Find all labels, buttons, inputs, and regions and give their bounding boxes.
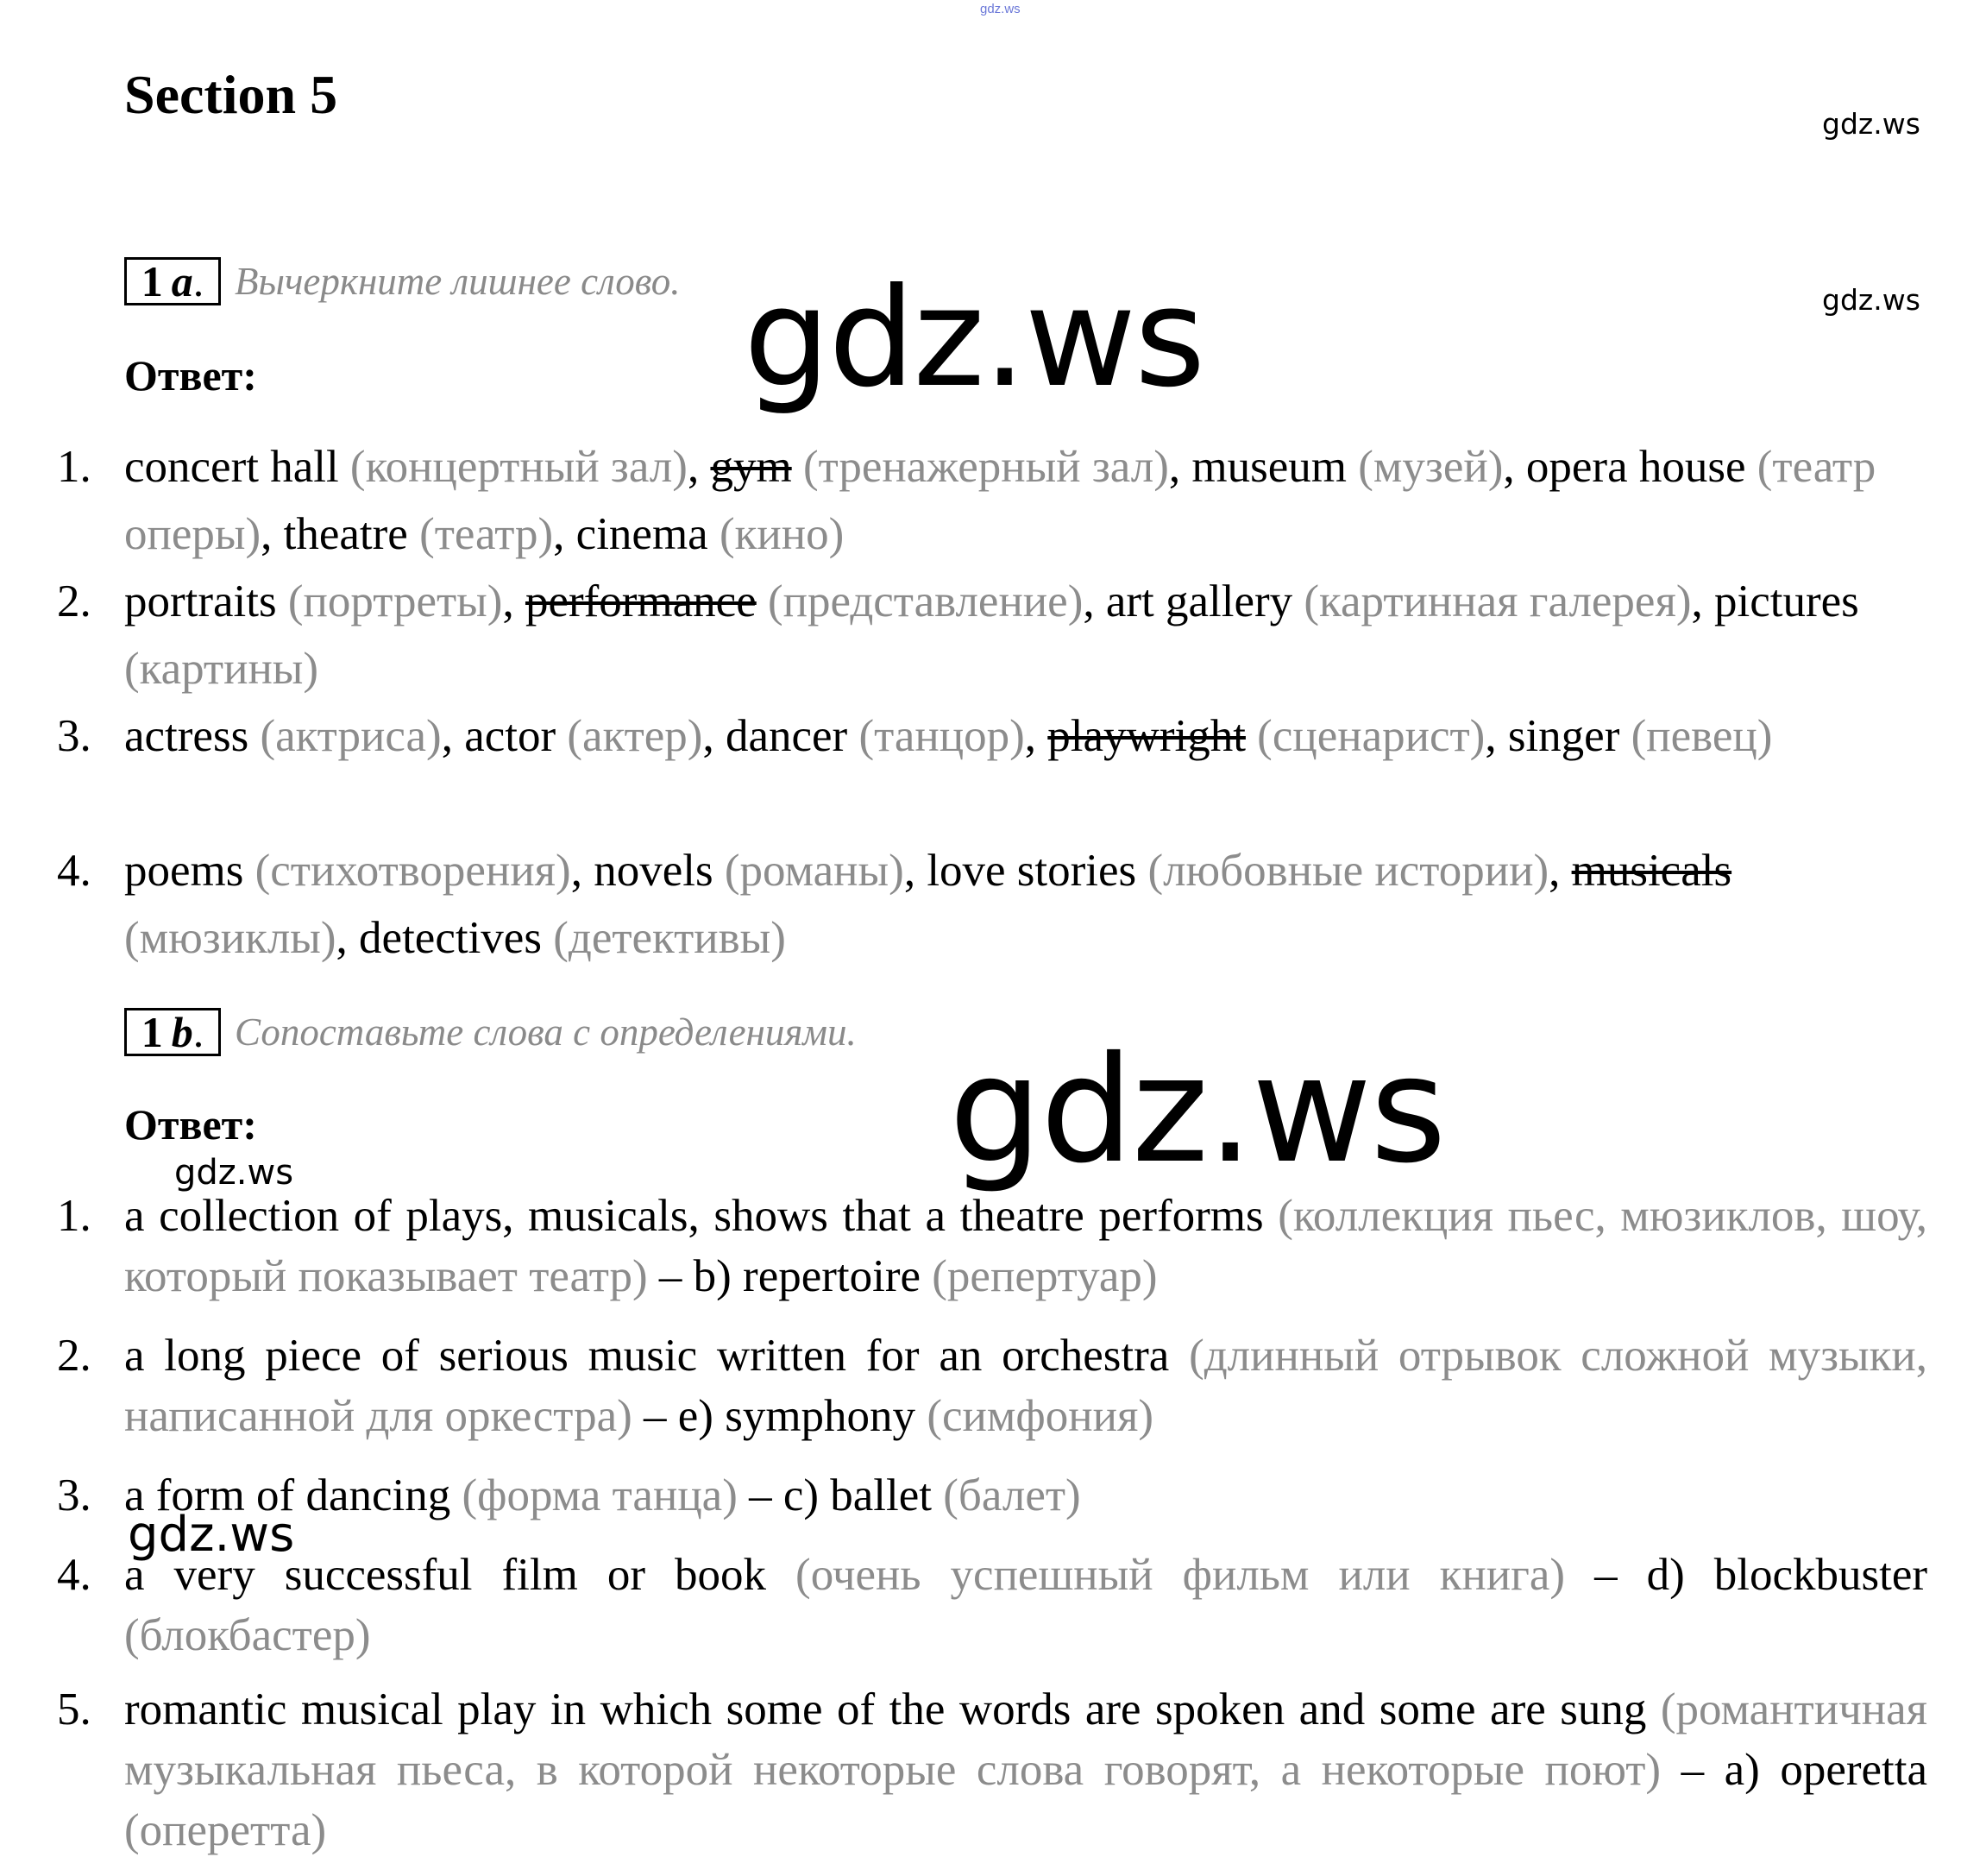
separator: , [261, 509, 273, 559]
task-1a-answer-label: Ответ: [124, 351, 257, 400]
item-number: 5. [57, 1684, 91, 1734]
word: love stories [927, 846, 1137, 896]
definition: a very successful film or book [124, 1550, 767, 1600]
word: art gallery [1105, 576, 1293, 626]
translation: (кино) [719, 509, 845, 559]
item-number: 2. [57, 576, 91, 626]
struck-word: gym [710, 442, 792, 492]
task-number: 1 [141, 257, 163, 305]
word: poems [124, 846, 244, 896]
task-number: 1 [141, 1008, 163, 1056]
task-1b-header [124, 1008, 857, 1056]
answer: – d) blockbuster [1594, 1550, 1927, 1600]
translation: (музей) [1358, 442, 1504, 492]
task-1a-item-4 [57, 837, 1927, 972]
watermark-big-2: gdz.ws [949, 1025, 1445, 1196]
separator: , [570, 846, 582, 896]
task-1b-instruction: Сопоставьте слова с определениями. [235, 1010, 857, 1054]
translation: (романы) [724, 846, 904, 896]
translation: (коллекция пьес, мюзиклов, шоу, который показывает театр) [124, 1191, 1928, 1301]
section-title: Section 5 [124, 64, 338, 125]
separator: , [903, 846, 916, 896]
task-dot: . [192, 257, 204, 305]
answer: – b) repertoire [658, 1251, 921, 1301]
separator: , [1691, 576, 1703, 626]
task-letter: b [171, 1008, 193, 1056]
item-number: 3. [57, 711, 91, 761]
word: concert hall [124, 442, 339, 492]
struck-word: musicals [1571, 846, 1732, 896]
translation: (картинная галерея) [1304, 576, 1692, 626]
translation: (представление) [767, 576, 1084, 626]
answer-translation: (симфония) [927, 1391, 1153, 1441]
task-1b-answer-label: Ответ: [124, 1100, 257, 1149]
watermark-left-large: gdz.ws [128, 1507, 295, 1563]
task-1a-header [124, 257, 680, 305]
separator: , [702, 711, 714, 761]
word: museum [1191, 442, 1347, 492]
translation: (концертный зал) [349, 442, 688, 492]
separator: , [502, 576, 514, 626]
watermark-big-1: gdz.ws [744, 259, 1204, 418]
translation: (очень успешный фильм или книга) [795, 1550, 1566, 1600]
answer-translation: (оперетта) [124, 1805, 327, 1855]
translation: (певец) [1631, 711, 1773, 761]
answer: – c) ballet [749, 1470, 933, 1520]
answer: – e) symphony [644, 1391, 916, 1441]
task-1b-item-2 [57, 1325, 1927, 1446]
answer-translation: (репертуар) [932, 1251, 1158, 1301]
separator: , [441, 711, 453, 761]
answer-translation: (балет) [943, 1470, 1081, 1520]
item-number: 4. [57, 846, 91, 896]
definition: romantic musical play in which some of the words are spoken and some are sung [124, 1684, 1647, 1734]
translation: (танцор) [858, 711, 1025, 761]
item-number: 2. [57, 1331, 91, 1381]
struck-word: playwright [1047, 711, 1246, 761]
translation: (любовные истории) [1147, 846, 1549, 896]
item-number: 4. [57, 1550, 91, 1600]
word: theatre [283, 509, 408, 559]
separator: , [1168, 442, 1181, 492]
separator: , [336, 913, 348, 963]
word: singer [1507, 711, 1620, 761]
word: actor [464, 711, 556, 761]
word: novels [594, 846, 713, 896]
translation: (детективы) [553, 913, 786, 963]
translation: (мюзиклы) [124, 913, 336, 963]
separator: , [1083, 576, 1095, 626]
task-1b-item-1 [57, 1186, 1928, 1306]
translation: (форма танца) [462, 1470, 738, 1520]
translation: (портреты) [287, 576, 503, 626]
item-number: 3. [57, 1470, 91, 1520]
word: detectives [359, 913, 542, 963]
watermark-top-right: gdz.ws [1822, 107, 1920, 141]
word: pictures [1713, 576, 1859, 626]
top-watermark: gdz.ws [980, 2, 1021, 16]
separator: , [1503, 442, 1515, 492]
watermark-left: gdz.ws [174, 1153, 294, 1193]
word: actress [124, 711, 249, 761]
item-number: 1. [57, 1191, 91, 1241]
translation: (стихотворения) [255, 846, 571, 896]
answer: – a) operetta [1681, 1745, 1928, 1795]
task-1b-item-3 [57, 1465, 1927, 1526]
translation: (театр) [419, 509, 554, 559]
task-1a-number-box [124, 257, 221, 305]
struck-word: performance [525, 576, 757, 626]
watermark-right: gdz.ws [1822, 283, 1920, 317]
separator: , [553, 509, 565, 559]
task-1a-item-2 [57, 568, 1927, 702]
item-number: 1. [57, 442, 91, 492]
task-1a-item-3 [57, 702, 1927, 770]
answer-translation: (блокбастер) [124, 1610, 371, 1660]
word: opera house [1525, 442, 1746, 492]
separator: , [1549, 846, 1561, 896]
translation: (актер) [567, 711, 703, 761]
translation: (сценарист) [1257, 711, 1486, 761]
translation: (театр оперы) [124, 442, 1876, 559]
translation: (длинный отрывок сложной музыки, написанной для оркестра) [124, 1331, 1927, 1441]
word: portraits [124, 576, 277, 626]
task-1a-item-1 [57, 433, 1927, 568]
task-letter: a [171, 257, 193, 305]
definition: a collection of plays, musicals, shows that a theatre performs [124, 1191, 1264, 1241]
translation: (романтичная музыкальная пьеса, в которой некоторые слова говорят, а некоторые поют) [124, 1684, 1927, 1795]
task-dot: . [192, 1008, 204, 1056]
task-1a-instruction: Вычеркните лишнее слово. [235, 260, 681, 303]
separator: , [1024, 711, 1037, 761]
task-1b-number-box [124, 1008, 221, 1056]
translation: (актриса) [260, 711, 442, 761]
task-1b-item-5 [57, 1679, 1928, 1860]
translation: (тренажерный зал) [802, 442, 1169, 492]
definition: a long piece of serious music written for an orchestra [124, 1331, 1170, 1381]
definition: a form of dancing [124, 1470, 451, 1520]
word: cinema [575, 509, 708, 559]
separator: , [687, 442, 700, 492]
translation: (картины) [124, 644, 319, 694]
word: dancer [725, 711, 848, 761]
task-1b-item-4 [57, 1545, 1927, 1665]
separator: , [1485, 711, 1497, 761]
